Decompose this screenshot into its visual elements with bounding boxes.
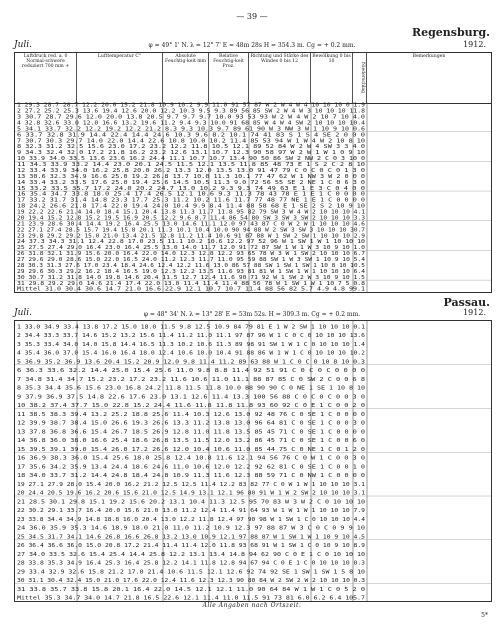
table-row: 9 34.3 32.4 32.0 17.2 21.8 16.2 23.2 12.6 13.1 10.7 12.3 90 58 97 W 2 W 1 W 1 0 9 10 — [17, 150, 366, 157]
header-remarks: Bemerkungen — [412, 54, 446, 59]
month-label-1: Juli. — [14, 40, 33, 50]
table-row: 18 34.0 33.7 31.2 14.4 24.8 18.4 24.8 10.9 11.3 11.6 12.3 88 59 71 C 0 NW 1 C 0 0 0 0 — [17, 473, 366, 480]
table-row: 25 34.5 31.7 34.1 14.6 26.8 16.6 26.8 13.2 13.0 10.9 12.1 97 88 87 W 1 SW 1 W 1 10 9 10 4.5 — [17, 534, 366, 541]
header-abs-humidity: Absolute Feuchtig-keit mm — [163, 53, 209, 103]
table-row: 5 36.9 35.2 36.9 13.6 20.4 15.2 20.9 12.0 9.8 11.4 11.2 89 63 88 W 1 C 0 C 0 10 8 10 0.3 — [17, 359, 366, 366]
table-row: 11 38.5 38.3 39.4 13.2 25.2 18.8 25.6 11.4 10.3 12.6 13.0 92 48 76 C 0 SE 1 C 0 0 0 0 — [17, 411, 366, 418]
table-row: 28 33.8 35.3 34.9 16.4 25.3 16.4 25.8 12.2 14.1 11.8 12.8 94 67 94 C 0 E 1 C 0 10 10 10 0.3 — [17, 560, 366, 567]
table-row: 26 36.4 36.6 36.0 15.0 20.8 17.2 21.4 11.4 11.4 12.0 11.8 93 68 91 W 1 SW 1 C 0 10 9 10 8.9 — [17, 543, 366, 550]
table-row: 22 30.2 29.1 33.7 16.4 20.0 15.6 21.0 13.0 11.2 12.4 11.4 91 64 93 W 1 W 1 W 1 10 10 10 7.9 — [17, 508, 366, 515]
table-row: 11 34.3 33.9 33.2 14.4 23.0 20.1 24.5 11.5 12.1 13.5 11.8 85 48 73 E 1 S 2 C 2 8 10 — [17, 162, 366, 169]
table-row: 8 35.3 34.4 35.6 15.6 23.0 16.8 24.2 11.8 11.5 11.8 10.0 88 90 90 C 0 NE 1 SE 1 10 8 10 — [17, 385, 366, 392]
table-row: 13 30.6 32.3 34.9 16.6 25.0 19.2 26.8 13.7 10.0 11.3 10.1 77 47 62 W 1 NW 3 W 2 0 0 0 — [17, 173, 366, 180]
table-row: 12 39.9 38.7 38.4 15.0 26.6 19.3 26.6 13.3 11.2 13.8 13.0 96 64 81 C 0 SE 1 C 0 0 3 0 — [17, 420, 366, 427]
table-row: 19 27.1 27.9 28.0 15.4 20.0 16.2 21.2 12.5 12.5 11.4 12.2 83 82 77 C 0 W 1 W 1 10 10 10 3.1 — [17, 481, 366, 488]
table-row: 10 38.2 37.4 37.7 15.0 22.8 15.2 24.4 11.6 11.8 11.8 11.8 93 60 92 C 0 E 1 C 0 0 2 0 — [17, 403, 366, 410]
table-row: 31 29.8 29.2 29.0 14.6 21.4 17.4 22.0 13.0 11.4 11.4 11.4 88 56 78 W 1 SW 1 W 1 10 7 5 0.8 — [17, 280, 366, 287]
table-row: 30 30.7 31.2 31.8 14.0 19.8 14.6 20.4 11.5 12.7 12.4 11.6 90 71 92 W 1 SW 2 W 3 10 9 10 1.5 — [17, 274, 366, 281]
header-rel-humidity: Relative Feuchtig-keit Proz. — [209, 53, 249, 103]
footnote: Alle Angaben nach Ortszeit. — [202, 602, 302, 609]
station-coords-1: φ = 49° 1' N. λ = 12° 7' E = 48m 28s H = 354.3 m. Cg = + 0.2 mm. — [148, 42, 356, 49]
table-row: 13 37.8 36.8 36.6 15.4 26.7 18.5 26.9 12.8 11.0 11.8 13.5 85 45 71 C 0 SE 1 C 0 0 0 0 — [17, 429, 366, 436]
table-row: 19 22.2 22.6 21.4 14.0 18.4 15.1 20.4 13.8 11.3 11.7 11.8 95 82 79 SW 3 W 4 W 2 10 10 10 4.1 — [17, 209, 366, 216]
table-row: 26 31.8 32.1 31.9 15.6 20.0 16.4 22.0 14.0 12.3 12.8 12.2 93 65 78 W 3 W 1 SW 2 10 10 10 6.7 — [17, 251, 366, 258]
table-row: 14 33.4 33.2 33.5 17.6 25.0 19.4 25.6 14.5 10.5 11.3 9.0 72 56 55 SE 2 NE 1 C 0 6 3 0 — [17, 179, 366, 186]
table-row: 16 35.4 34.7 33.8 18.0 25.4 17.4 26.5 12.1 10.6 9.3 11.3 78 43 78 E 1 E 1 C 0 0 0 0 — [17, 191, 366, 198]
table-row: 23 29.8 29.2 29.2 15.0 21.0 13.4 21.5 12.8 11.2 11.4 10.6 91 87 88 W 1 SW 2 SW 1 10 10 10 2.9 — [17, 233, 366, 240]
table-row: 29 29.6 30.3 29.2 16.2 18.4 16.5 19.0 12.3 12.2 13.5 11.6 93 81 81 W 1 SW 1 W 1 10 10 10 6.4 — [17, 268, 366, 275]
header-pressure: Luftdruck red. a. 0 Normal-schwere reduziert 700 mm + — [15, 53, 77, 103]
table-row: 10 33.9 34.0 33.5 13.6 23.6 16.2 24.4 11.1 10.7 10.7 13.4 90 50 86 SW 2 NW 2 C 0 3 10 0 — [17, 156, 366, 163]
header-wind: Richtung und Stärke des Windes 0 bis 12 — [249, 53, 311, 103]
header-precipitation: Niederschlag — [353, 53, 367, 103]
month-label-2: Juli. — [14, 308, 33, 318]
table-row: 12 33.4 33.9 34.0 16.2 25.8 20.0 26.2 13.3 12.0 13.5 13.0 91 47 79 C 0 C 0 C 0 1 3 0 — [17, 167, 366, 174]
table-row: 27 29.6 29.0 28.6 15.0 22.0 16.5 24.0 11.2 12.3 11.7 11.0 95 59 88 SW 1 W 3 SW 1 10 9 10 5.4 — [17, 257, 366, 264]
header-cloudiness: Bewölkung 0 bis 10 — [311, 53, 353, 103]
table-row: 28 30.3 31.3 27.6 17.0 23.4 18.4 24.6 12.4 12.2 11.6 13.0 86 57 88 SW 1 SW 1 SW 1 10 8 10 10.5 — [17, 262, 366, 269]
table-row: 20 24.4 20.5 19.6 16.2 20.6 15.6 21.0 12.5 14.9 13.1 12.1 96 80 91 W 1 W 2 SW 2 10 10 10 3.1 — [17, 490, 366, 497]
table-row: 2 27.2 25.2 25.3 13.6 19.4 12.6 20.0 12.2 10.3 9.5 9.3 89 56 85 SW 2 W 4 W 3 10 10 10 11.8 — [17, 108, 366, 115]
table-row: 25 27.5 27.4 29.0 16.4 23.0 16.4 25.5 13.0 14.0 11.7 12.0 91 72 87 SW 1 W 1 W 3 10 9 10 1.0 — [17, 245, 366, 252]
page-number: — 39 — — [236, 12, 268, 21]
table-row: 29 33.4 32.9 32.6 15.8 21.2 17.0 21.4 10.6 11.5 12.1 12.6 92 74 92 SE 1 SW 1 SW 1 5 8 10 — [17, 569, 366, 576]
table-row: 15 33.2 33.5 35.7 17.2 24.0 20.2 24.7 13.0 10.2 9.3 9.3 74 49 63 E 1 E 3 C 0 4 0 0 — [17, 185, 366, 192]
table-row: 17 33.2 31.7 31.4 14.8 23.3 17.7 25.3 11.2 10.2 11.6 11.7 77 48 77 NE 1 E 1 C 0 0 0 0 — [17, 197, 366, 204]
table-grid-1 — [15, 102, 491, 292]
table-row: 3 35.3 33.4 34.0 14.0 15.8 14.4 16.5 11.3 10.2 10.6 11.3 89 98 91 SW 1 W 1 C 0 10 10 10 1.4 — [17, 341, 366, 348]
table-row: 14 36.8 36.0 38.0 16.6 25.4 18.6 26.8 13.5 11.5 12.0 13.2 86 45 71 C 0 SE 1 C 0 0 6 0 — [17, 438, 366, 445]
data-table-passau — [14, 320, 492, 602]
table-row: 8 32.3 31.2 32.5 15.6 23.0 17.2 23.2 12.2 11.8 10.5 12.1 89 52 84 W 2 W 4 SW 3 3 4 0 — [17, 144, 366, 151]
table-row: 24 36.0 35.9 35.3 14.6 18.9 18.0 21.0 11.0 11.2 10.9 12.3 97 88 87 W 3 C 0 C 0 9 9 10 — [17, 525, 366, 532]
table-row: 23 33.8 34.4 34.9 14.8 18.8 16.0 20.4 13.0 12.2 11.8 12.4 97 90 98 W 1 SW 1 C 0 10 10 10 4.4 — [17, 516, 366, 523]
sheet-signature: 5* — [481, 612, 488, 619]
station-title-passau: Passau. — [443, 296, 490, 309]
table-grid-2 — [15, 321, 491, 601]
table-row: 17 35.6 34.2 35.9 13.4 24.4 18.6 24.6 11.0 10.6 12.0 12.2 92 62 81 C 0 SE 1 C 0 0 1 0 — [17, 464, 366, 471]
table-row: 16 36.9 38.3 36.0 15.4 25.6 18.0 25.8 12.4 10.8 11.6 12.1 94 56 76 C 0 W 1 C 0 0 3 0 — [17, 455, 366, 462]
table-row: 4 35.4 36.0 37.0 15.4 16.0 16.4 18.0 12.4 10.6 10.0 10.4 91 88 86 W 1 W 1 C 0 10 10 10 10.2 — [17, 350, 366, 357]
table-row: 7 30.7 30.3 29.7 14.0 22.0 14.4 22.6 10.8 10.0 10.2 11.4 85 53 94 W 1 W 4 W 2 10 8 10 — [17, 138, 366, 145]
table-row: 3 30.7 28.7 29.6 12.0 20.0 13.8 20.5 9.7 9.7 9.7 10.0 93 53 93 W 2 W 4 W 2 10 7 10 4.0 — [17, 114, 366, 121]
table-row: 9 37.9 36.9 37.5 14.8 22.6 17.6 23.0 13.1 12.6 11.4 13.3 100 56 88 C 0 C 0 C 0 0 3 0 — [17, 394, 366, 401]
table-row: 6 36.3 33.6 32.2 14.4 25.0 15.4 25.6 11.0 9.8 8.8 11.4 92 51 91 C 0 C 0 C 0 0 0 0 — [17, 368, 366, 375]
table-row: 21 23.9 28.6 30.4 14.4 19.2 16.4 25.5 13.0 14.6 11.1 12.0 97 43 87 C 0 W 2 W 1 10 10 10 4.6 — [17, 221, 366, 228]
table-row: 4 32.8 32.6 33.0 12.0 16.6 13.2 19.6 11.2 9.4 9.3 10.0 91 68 85 W 4 W 4 SW 2 10 10 10 10.4 — [17, 120, 366, 127]
table-row: 6 33.7 32.8 31.9 14.4 22.4 14.4 24.6 10.3 9.6 8.2 10.1 74 41 83 S 1 S 4 SE 2 0 0 0 — [17, 132, 366, 139]
table-row: 27 34.0 33.5 32.6 15.4 25.4 14.4 25.8 12.2 13.1 13.4 14.8 94 62 90 C 0 E 1 C 0 10 10 10 — [17, 551, 366, 558]
table-row: Mittel 31.0 30.4 30.6 14.7 21.0 16.6 22.9 12.1 10.7 10.7 11.4 88 56 82 5.7 4.9 4.8 99.1 — [17, 286, 366, 292]
table-row: 2 34.4 33.3 33.7 14.6 15.2 13.2 15.6 11.4 11.2 11.0 11.1 97 87 96 W 1 C 0 C 0 10 10 10 13.6 — [17, 333, 366, 340]
table-row: 5 34.1 33.7 32.2 12.2 19.2 12.2 21.2 8.3 9.3 10.3 9.7 89 61 90 W 3 NW 3 W 1 10 9 10 0.6 — [17, 126, 366, 133]
table-row: 18 24.2 26.6 21.8 17.4 22.0 19.4 24.0 10.4 9.9 8.4 11.4 88 58 68 E 1 SE 2 S 2 10 9 10 — [17, 203, 366, 210]
table-row: 7 34.8 31.4 34.7 15.2 23.2 17.2 23.2 11.6 10.6 11.0 11.1 88 87 85 C 0 SW 2 C 0 0 6 8 — [17, 376, 366, 383]
table-row: 21 28.5 30.1 29.8 15.1 19.2 15.6 20.2 13.1 10.4 11.3 12.5 95 70 83 W 3 W 2 C 0 10 10 10 — [17, 499, 366, 506]
station-title-regensburg: Regensburg. — [411, 26, 490, 39]
table-row: 20 19.4 15.2 12.8 15.2 19.5 16.9 20.5 12.2 9.6 8.7 11.4 86 54 80 SW 3 SW 3 SW 2 10 10 10 3.3 — [17, 215, 366, 222]
table-row: 31 33.8 35.7 33.8 15.8 20.1 16.4 22.0 14.5 12.1 12.1 11.0 90 64 84 W 1 W 1 C 0 5 2 0 — [17, 586, 366, 593]
table-row: 30 31.1 30.4 32.4 15.0 21.0 17.6 22.0 12.4 11.6 12.3 12.3 90 80 84 W 2 SW 2 W 2 10 10 10 0.3 — [17, 578, 366, 585]
table-row: Mittel 35.3 34.7 34.0 14.7 21.8 16.5 22.6 12.1 11.4 11.0 11.5 91 73 81 6.0 6.2 6.4 105.7 — [17, 595, 366, 601]
table-header-1 — [14, 52, 492, 104]
table-row: 1 33.0 34.9 33.4 13.8 17.2 15.0 18.0 11.5 9.8 12.5 10.9 84 79 81 E 1 W 2 SW 1 10 10 10 0.1 — [17, 324, 366, 331]
table-row: 24 37.3 34.3 31.1 12.4 22.8 17.0 23.5 11.1 10.2 10.6 12.2 97 52 96 W 1 SW 1 W 1 10 10 10 — [17, 239, 366, 246]
header-temperature: Lufttemperatur C° — [77, 53, 163, 103]
year-label-2: 1912. — [463, 308, 486, 317]
table-row: 15 39.5 39.1 39.0 15.4 26.0 17.2 26.6 12.0 10.4 10.6 11.0 85 44 75 C 0 NE 1 C 0 1 2 0 — [17, 446, 366, 453]
station-coords-2: φ = 48° 34' N. λ = 13° 28' E = 53m 52s. H = 309.3 m. Cg = + 0.2 mm. — [143, 311, 361, 318]
table-row: 1 29.3 28.7 28.7 12.2 20.0 15.2 21.8 10.9 10.2 9.9 11.0 91 57 87 W 2 W 4 W 4 10 10 10 0 1.9 — [17, 102, 366, 109]
data-table-regensburg — [14, 102, 492, 293]
year-label-1: 1912. — [463, 40, 486, 49]
table-row: 22 27.1 27.4 28.5 15.7 19.4 15.8 20.1 11.3 10.1 10.4 10.0 90 94 88 W 2 SW 3 SW 3 10 10 10 30.7 — [17, 227, 366, 234]
